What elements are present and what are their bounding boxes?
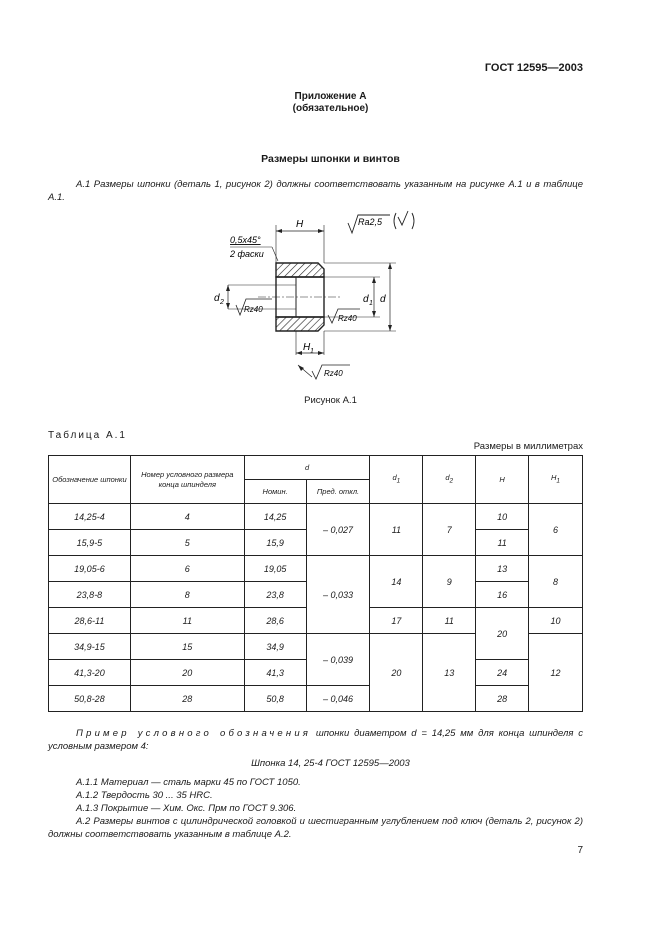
- cell-d1: 17: [370, 608, 423, 634]
- cell-d2: 9: [423, 556, 476, 608]
- cell-size: 6: [130, 556, 244, 582]
- cell-d1: 14: [370, 556, 423, 608]
- appendix-title: Приложение А: [294, 91, 367, 102]
- dim-H1-sub: 1: [310, 348, 314, 355]
- cell-nom: 28,6: [244, 608, 306, 634]
- example-paragraph: [48, 727, 583, 753]
- cell-dev: – 0,033: [306, 556, 370, 634]
- cell-dev: – 0,039: [306, 634, 370, 686]
- table-units: Размеры в миллиметрах: [473, 441, 583, 452]
- cell-designation: 14,25-4: [49, 504, 131, 530]
- header-d1: $d_1$: [370, 456, 423, 504]
- cell-d2: 11: [423, 608, 476, 634]
- standard-number: ГОСТ 12595—2003: [484, 62, 583, 74]
- header-dev: Пред. откл.: [306, 480, 370, 504]
- dimensions-table: [48, 455, 583, 712]
- section-title: Размеры шпонки и винтов: [261, 153, 400, 165]
- cell-size: 5: [130, 530, 244, 556]
- figure-caption: Рисунок А.1: [304, 395, 357, 406]
- example-designation: Шпонка 14, 25-4 ГОСТ 12595—2003: [251, 758, 410, 769]
- cell-dev: – 0,046: [306, 686, 370, 712]
- roughness-general-label: Ra2,5: [358, 217, 383, 227]
- cell-nom: 14,25: [244, 504, 306, 530]
- cell-dev: – 0,027: [306, 504, 370, 556]
- lower-wall-section: [276, 317, 324, 331]
- dim-d1-sub: 1: [369, 300, 373, 307]
- cell-H: 28: [476, 686, 529, 712]
- cell-H1: 8: [529, 556, 583, 608]
- header-nom: Номин.: [244, 480, 306, 504]
- cell-size: 8: [130, 582, 244, 608]
- roughness-face-label: Rz40: [338, 314, 357, 323]
- dim-H1-label: H: [303, 342, 311, 353]
- cell-H: 10: [476, 504, 529, 530]
- example-lead: Пример условного обозначения: [76, 728, 312, 739]
- dim-H-label: H: [296, 219, 304, 230]
- item-a12: А.1.2 Твердость 30 ... 35 HRC.: [76, 790, 213, 801]
- cell-size: 15: [130, 634, 244, 660]
- cell-H1: 12: [529, 634, 583, 712]
- cell-size: 20: [130, 660, 244, 686]
- item-a2: А.2 Размеры винтов с цилиндрической головкой и шестигранным углублением под ключ (деталь 2, рисунок 2) должны соответствовать указанным в таблице А.2.: [48, 816, 583, 840]
- table-row: [49, 686, 583, 712]
- roughness-bottom-label: Rz40: [324, 369, 343, 378]
- cell-designation: 50,8-28: [49, 686, 131, 712]
- cell-H: 24: [476, 660, 529, 686]
- dim-d2-sub: 2: [220, 299, 224, 306]
- chamfer-note: 0,5х45°: [230, 235, 261, 245]
- cell-d1: 11: [370, 504, 423, 556]
- header-d2: $d_2$: [423, 456, 476, 504]
- figure-a1-drawing: [200, 205, 420, 385]
- cell-H1: 6: [529, 504, 583, 556]
- header-H1: $H_1$: [529, 456, 583, 504]
- cell-size: 4: [130, 504, 244, 530]
- cell-size: 11: [130, 608, 244, 634]
- item-a11: А.1.1 Материал — сталь марки 45 по ГОСТ 1050.: [76, 777, 301, 788]
- cell-H: 11: [476, 530, 529, 556]
- cell-nom: 34,9: [244, 634, 306, 660]
- page-number: 7: [577, 845, 583, 856]
- dim-d2-label: d: [214, 293, 220, 304]
- table-title: Таблица А.1: [48, 430, 127, 441]
- cell-nom: 50,8: [244, 686, 306, 712]
- cell-d1: 20: [370, 634, 423, 712]
- header-designation: Обозначение шпонки: [49, 456, 131, 504]
- paragraph-a1: А.1 Размеры шпонки (деталь 1, рисунок 2) должны соответствовать указанным на рисунке А.1 и в таблице А.1.: [48, 179, 583, 203]
- table-row: [49, 556, 583, 582]
- cell-designation: 34,9-15: [49, 634, 131, 660]
- cell-designation: 15,9-5: [49, 530, 131, 556]
- cell-d2: 13: [423, 634, 476, 712]
- chamfer-count-note: 2 фаски: [230, 249, 264, 259]
- cell-designation: 41,3-20: [49, 660, 131, 686]
- cell-H1: 10: [529, 608, 583, 634]
- cell-designation: 23,8-8: [49, 582, 131, 608]
- example-text: шпонки диаметром d = 14,25 мм для конца шпинделя с условным размером 4:: [48, 728, 584, 752]
- table-row: [49, 504, 583, 530]
- appendix-subtitle: (обязательное): [292, 103, 369, 114]
- roughness-bore-label: Rz40: [244, 305, 263, 314]
- dim-d-label: d: [380, 294, 386, 305]
- header-nominal-size: Номер условного размера конца шпинделя: [130, 456, 244, 504]
- cell-designation: 28,6-11: [49, 608, 131, 634]
- dim-d1-label: d: [363, 294, 369, 305]
- header-d: d: [244, 456, 370, 480]
- cell-nom: 23,8: [244, 582, 306, 608]
- cell-size: 28: [130, 686, 244, 712]
- cell-d2: 7: [423, 504, 476, 556]
- cell-designation: 19,05-6: [49, 556, 131, 582]
- cell-H: 20: [476, 608, 529, 660]
- cell-H: 16: [476, 582, 529, 608]
- cell-nom: 19,05: [244, 556, 306, 582]
- cell-nom: 15,9: [244, 530, 306, 556]
- cell-H: 13: [476, 556, 529, 582]
- cell-nom: 41,3: [244, 660, 306, 686]
- table-header-row: [49, 456, 583, 480]
- item-a13: А.1.3 Покрытие — Хим. Окс. Прм по ГОСТ 9.306.: [76, 803, 297, 814]
- upper-wall-section: [276, 263, 324, 277]
- header-H: H: [476, 456, 529, 504]
